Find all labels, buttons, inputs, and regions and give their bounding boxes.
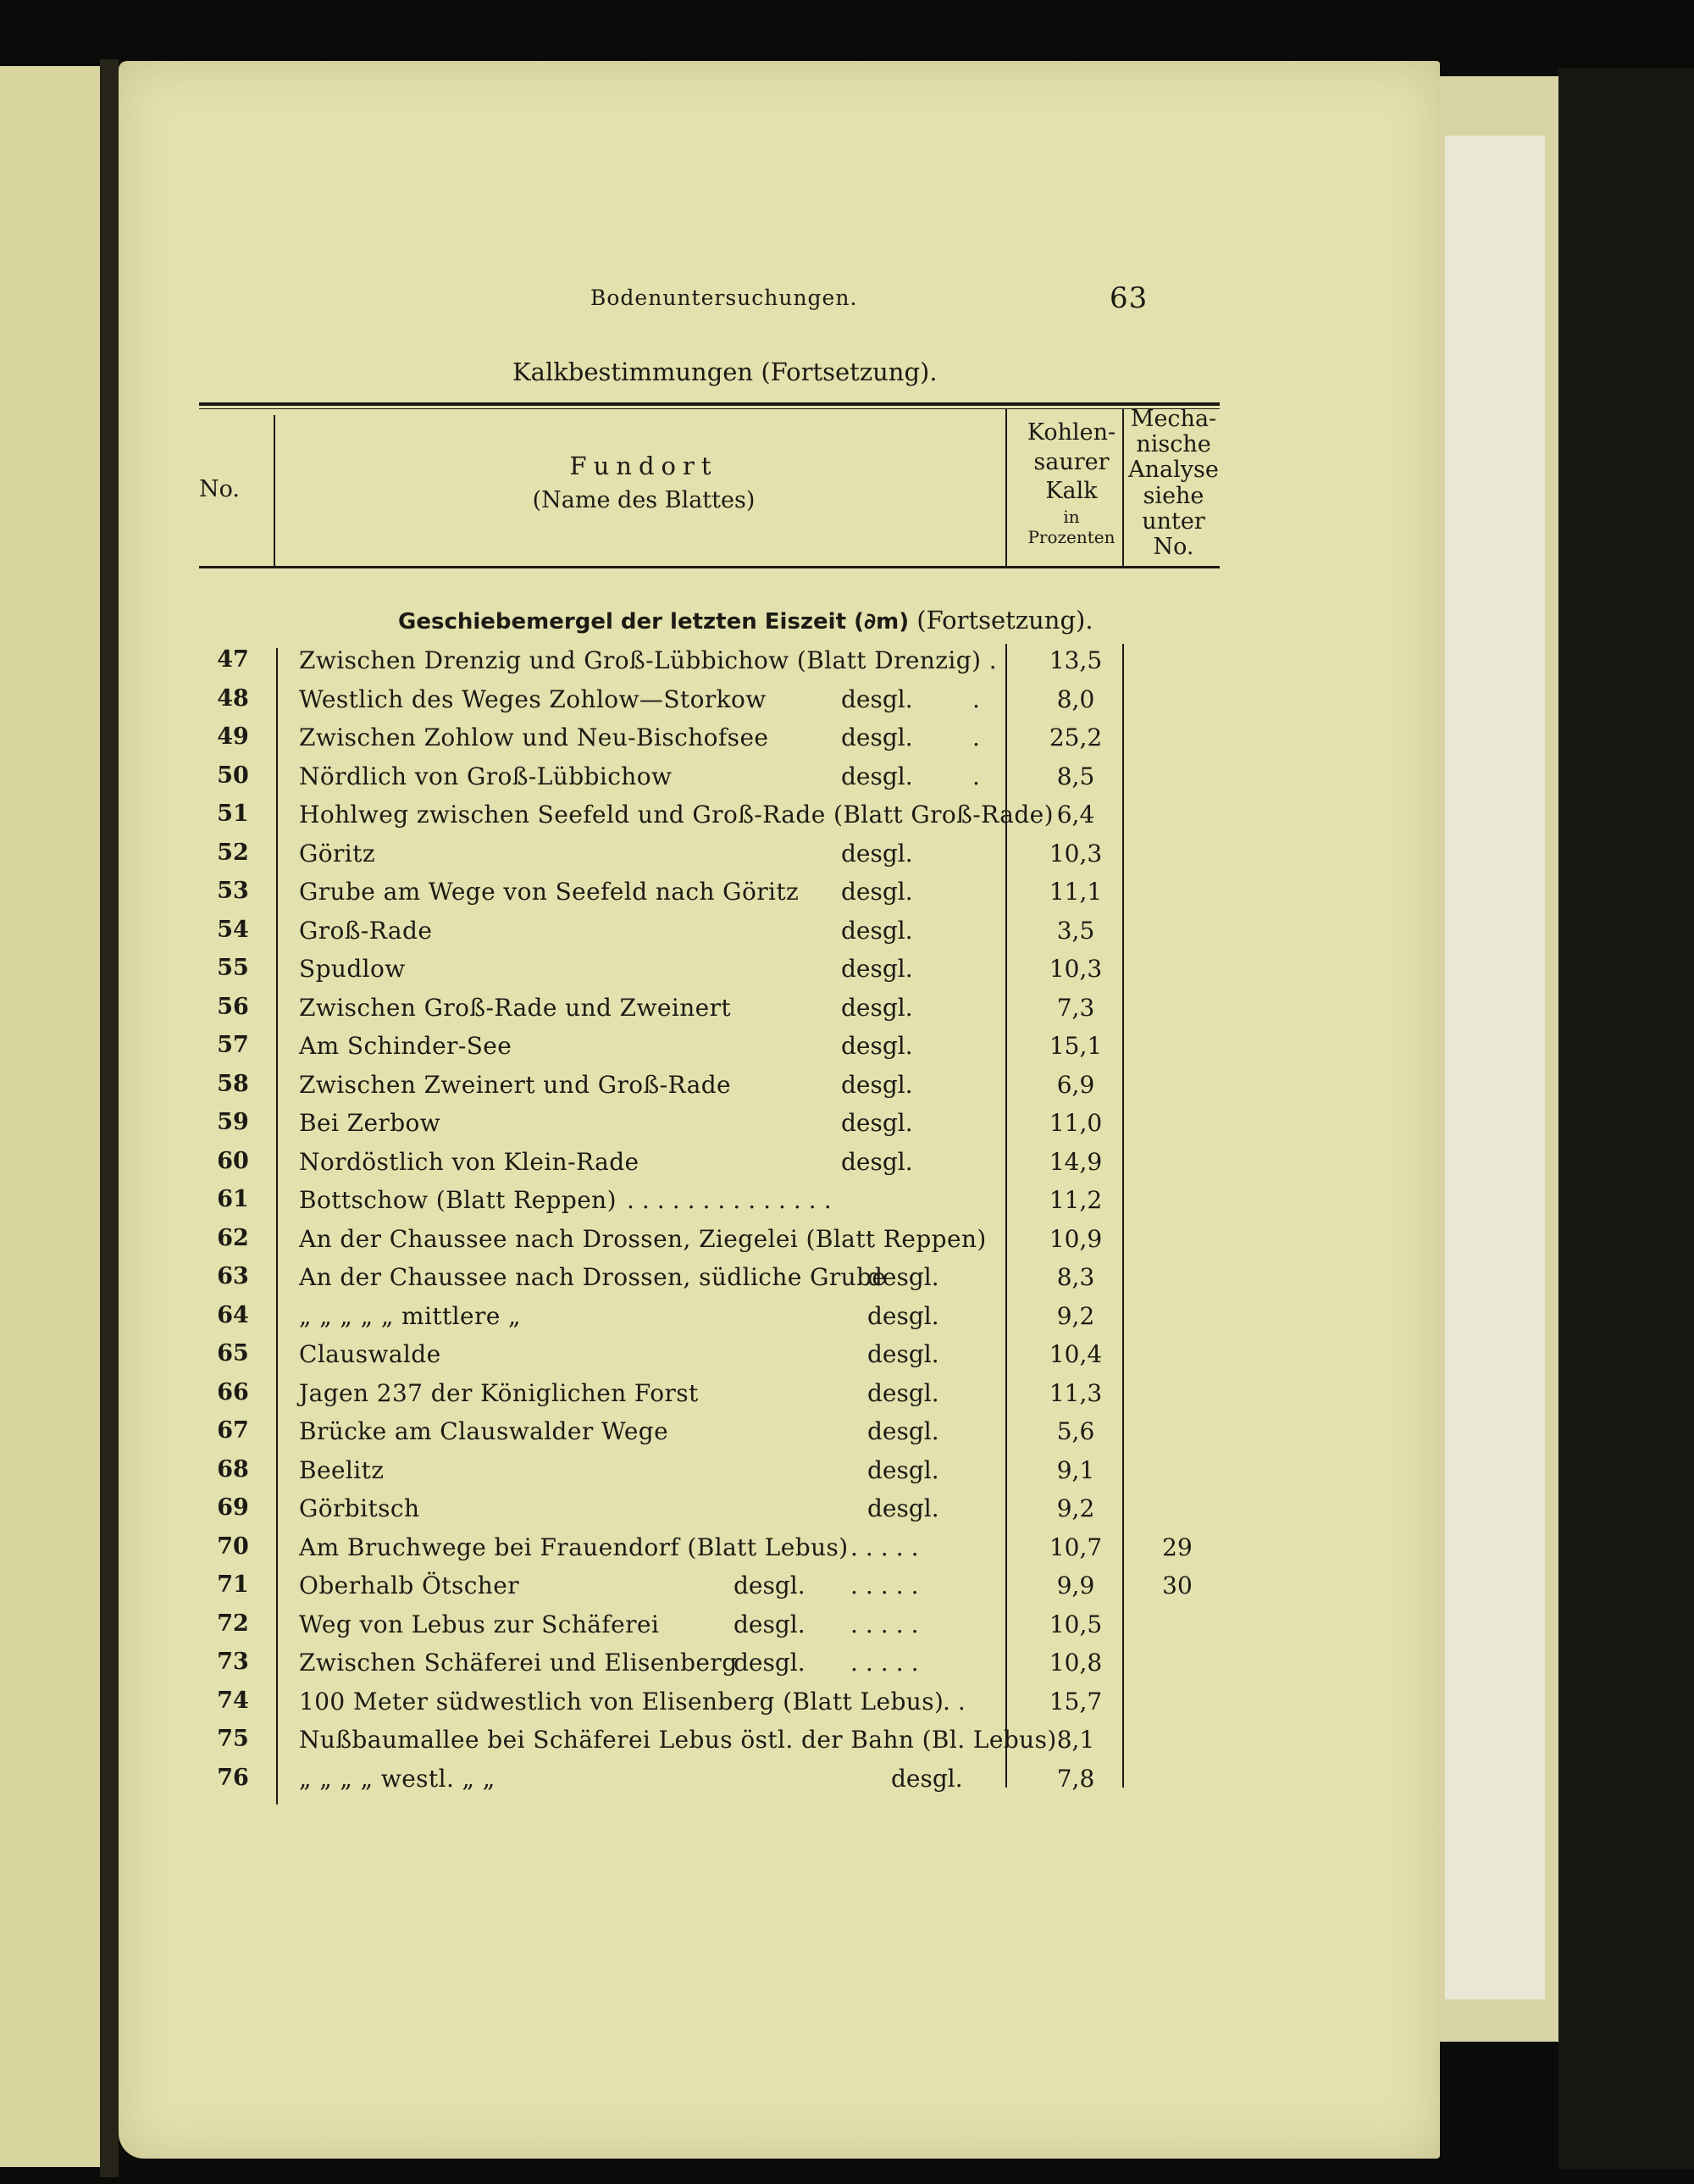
mech-header-line: No.	[1153, 534, 1194, 561]
row-analyse-ref: 29	[1162, 1533, 1193, 1561]
row-number: 50	[217, 762, 249, 789]
table-row	[0, 840, 1694, 878]
column-header-fundort	[474, 452, 813, 513]
row-kalk-percent: 5,6	[1056, 1417, 1095, 1445]
mech-header-line: Analyse	[1128, 457, 1219, 484]
row-kalk-percent: 9,2	[1056, 1301, 1095, 1330]
mech-header-line: unter	[1142, 507, 1205, 535]
kalk-header-line: Kalk	[1045, 478, 1098, 505]
row-fundort: Nußbaumallee bei Schäferei Lebus östl. der Bahn (Bl. Lebus)	[299, 1726, 1057, 1754]
row-fundort: „ „ „ „ „ mittlere „	[299, 1301, 521, 1330]
row-kalk-percent: 11,3	[1049, 1378, 1103, 1407]
row-fundort: Spudlow	[299, 955, 406, 983]
row-leader-dots: .....	[850, 1610, 927, 1638]
table-row	[0, 1649, 1694, 1687]
kalk-header-unit: Prozenten	[1027, 526, 1115, 547]
row-kalk-percent: 9,9	[1056, 1571, 1095, 1599]
row-kalk-percent: 9,1	[1056, 1455, 1095, 1484]
table-row	[0, 685, 1694, 723]
row-sheet: desgl.	[734, 1649, 805, 1677]
row-kalk-percent: 7,3	[1056, 993, 1095, 1022]
row-number: 74	[217, 1687, 249, 1714]
header-bottom-rule	[199, 566, 1220, 568]
row-number: 59	[217, 1109, 249, 1135]
table-row	[0, 1186, 1694, 1224]
row-number: 72	[217, 1610, 249, 1637]
row-fundort: Weg von Lebus zur Schäferei	[299, 1610, 660, 1638]
header-divider-no	[274, 415, 275, 566]
row-sheet: desgl.	[734, 1571, 805, 1599]
row-kalk-percent: 10,7	[1049, 1533, 1103, 1561]
table-row	[0, 1610, 1694, 1649]
row-sheet: desgl.	[841, 916, 913, 945]
row-fundort: Bei Zerbow	[299, 1109, 441, 1137]
table-row	[0, 646, 1694, 685]
row-number: 75	[217, 1726, 249, 1752]
row-leader-dots: ..............	[627, 1186, 839, 1214]
column-header-no: No.	[199, 476, 240, 502]
row-number: 49	[217, 723, 249, 750]
table-row	[0, 1379, 1694, 1417]
header-top-rule	[199, 402, 1220, 406]
row-fundort: Am Schinder-See	[299, 1032, 512, 1060]
row-number: 47	[217, 646, 249, 673]
row-number: 52	[217, 839, 249, 866]
row-sheet: desgl.	[867, 1455, 939, 1484]
row-number: 63	[217, 1263, 249, 1289]
row-number: 58	[217, 1070, 249, 1097]
table-row	[0, 1302, 1694, 1340]
row-fundort: Göritz	[299, 839, 375, 868]
table-row	[0, 955, 1694, 993]
row-fundort: Oberhalb Ötscher	[299, 1571, 519, 1599]
row-sheet: desgl.	[841, 878, 913, 906]
section-heading-suffix: (Fortsetzung).	[916, 606, 1093, 635]
row-fundort: Nordöstlich von Klein-Rade	[299, 1147, 639, 1176]
row-kalk-percent: 10,5	[1049, 1610, 1103, 1638]
row-kalk-percent: 3,5	[1056, 916, 1095, 945]
row-sheet: desgl.	[867, 1378, 939, 1407]
row-sheet: desgl.	[841, 839, 913, 868]
row-kalk-percent: 11,2	[1049, 1186, 1103, 1214]
row-kalk-percent: 10,4	[1049, 1340, 1103, 1368]
row-kalk-percent: 10,3	[1049, 839, 1103, 868]
row-fundort: Beelitz	[299, 1455, 385, 1484]
table-row	[0, 1533, 1694, 1571]
row-kalk-percent: 14,9	[1049, 1147, 1103, 1176]
row-kalk-percent: 10,3	[1049, 955, 1103, 983]
table-row	[0, 917, 1694, 955]
row-sheet: desgl.	[841, 1147, 913, 1176]
row-sheet: desgl.	[841, 723, 913, 751]
row-sheet: desgl.	[734, 1610, 805, 1638]
row-sheet: desgl.	[867, 1263, 939, 1291]
row-number: 69	[217, 1494, 249, 1521]
row-kalk-percent: 6,9	[1056, 1070, 1095, 1099]
row-fundort: Nördlich von Groß-Lübbichow	[299, 762, 673, 790]
row-number: 62	[217, 1224, 249, 1251]
row-kalk-percent: 11,0	[1049, 1109, 1103, 1137]
row-sheet: desgl.	[867, 1340, 939, 1368]
row-leader-dots: ..	[943, 1687, 973, 1716]
row-number: 53	[217, 878, 249, 904]
row-fundort: Zwischen Schäferei und Elisenberg	[299, 1649, 738, 1677]
row-leader-dots: .....	[850, 1649, 927, 1677]
row-fundort: An der Chaussee nach Drossen, Ziegelei (Blatt Reppen)	[299, 1224, 987, 1253]
row-number: 64	[217, 1301, 249, 1328]
row-number: 76	[217, 1764, 249, 1791]
table-row	[0, 1148, 1694, 1186]
row-sheet: desgl.	[841, 685, 913, 713]
table-row	[0, 1688, 1694, 1726]
row-kalk-percent: 6,4	[1056, 801, 1095, 829]
table-row	[0, 1032, 1694, 1070]
row-kalk-percent: 13,5	[1049, 646, 1103, 674]
mech-header-line: Mecha-	[1130, 406, 1217, 432]
row-sheet: desgl.	[841, 955, 913, 983]
row-number: 61	[217, 1186, 249, 1212]
row-number: 55	[217, 955, 249, 981]
row-number: 67	[217, 1417, 249, 1444]
row-fundort: Zwischen Zweinert und Groß-Rade	[299, 1070, 732, 1099]
row-number: 68	[217, 1455, 249, 1483]
row-kalk-percent: 9,2	[1056, 1494, 1095, 1522]
row-number: 70	[217, 1533, 249, 1560]
header-divider-fundort	[1005, 409, 1007, 566]
column-header-kalk	[1008, 419, 1135, 547]
row-kalk-percent: 11,1	[1049, 878, 1103, 906]
row-kalk-percent: 7,8	[1056, 1764, 1095, 1793]
kalk-header-line: Kohlen-	[1027, 419, 1116, 446]
table-row	[0, 1456, 1694, 1494]
row-leader-dots: .	[972, 762, 988, 790]
row-sheet: desgl.	[841, 762, 913, 790]
running-head-title: Bodenuntersuchungen.	[590, 285, 858, 310]
table-row	[0, 994, 1694, 1032]
table-row	[0, 1225, 1694, 1263]
row-leader-dots: .	[972, 723, 988, 751]
row-fundort: Zwischen Drenzig und Groß-Lübbichow (Blatt Drenzig) .	[299, 646, 998, 674]
row-kalk-percent: 8,3	[1056, 1263, 1095, 1291]
row-number: 71	[217, 1571, 249, 1598]
row-number: 54	[217, 916, 249, 943]
section-heading	[398, 606, 1093, 635]
table-row	[0, 723, 1694, 762]
row-fundort: Hohlweg zwischen Seefeld und Groß-Rade (Blatt Groß-Rade)	[299, 801, 1054, 829]
row-number: 56	[217, 993, 249, 1020]
section-heading-bold: Geschiebemergel der letzten Eiszeit (∂m)	[398, 609, 910, 635]
row-fundort: Görbitsch	[299, 1494, 420, 1522]
table-row	[0, 1494, 1694, 1533]
row-sheet: desgl.	[841, 993, 913, 1022]
row-kalk-percent: 8,5	[1056, 762, 1095, 790]
row-fundort: Westlich des Weges Zohlow—Storkow	[299, 685, 767, 713]
table-row	[0, 878, 1694, 916]
row-number: 73	[217, 1649, 249, 1675]
row-fundort: Grube am Wege von Seefeld nach Göritz	[299, 878, 800, 906]
row-kalk-percent: 8,1	[1056, 1726, 1095, 1754]
row-number: 60	[217, 1147, 249, 1174]
row-leader-dots: .	[972, 685, 988, 713]
row-number: 57	[217, 1032, 249, 1058]
table-row	[0, 1726, 1694, 1764]
row-fundort: Clauswalde	[299, 1340, 441, 1368]
table-row	[0, 1765, 1694, 1803]
kalk-header-line: saurer	[1033, 448, 1110, 475]
table-row	[0, 1571, 1694, 1610]
row-kalk-percent: 15,1	[1049, 1032, 1103, 1060]
row-kalk-percent: 15,7	[1049, 1687, 1103, 1716]
row-sheet: desgl.	[891, 1764, 963, 1793]
row-fundort: Brücke am Clauswalder Wege	[299, 1417, 669, 1445]
table-row	[0, 1417, 1694, 1455]
column-header-fundort-subtitle: (Name des Blattes)	[532, 487, 756, 514]
table-row	[0, 1071, 1694, 1109]
row-kalk-percent: 10,9	[1049, 1224, 1103, 1253]
kalk-header-unit: in	[1063, 506, 1080, 527]
row-kalk-percent: 25,2	[1049, 723, 1103, 751]
table-row	[0, 801, 1694, 839]
row-kalk-percent: 10,8	[1049, 1649, 1103, 1677]
row-sheet: desgl.	[841, 1070, 913, 1099]
row-fundort: Groß-Rade	[299, 916, 433, 945]
row-leader-dots: .....	[850, 1571, 927, 1599]
row-fundort: Bottschow (Blatt Reppen)	[299, 1186, 617, 1214]
row-fundort: Zwischen Zohlow und Neu-Bischofsee	[299, 723, 769, 751]
row-fundort: 100 Meter südwestlich von Elisenberg (Blatt Lebus)	[299, 1687, 944, 1716]
table-title: Kalkbestimmungen (Fortsetzung).	[512, 358, 938, 386]
row-analyse-ref: 30	[1162, 1571, 1193, 1599]
column-header-mechanische-analyse	[1125, 407, 1222, 560]
row-sheet: desgl.	[867, 1301, 939, 1330]
table-row	[0, 1263, 1694, 1301]
table-row	[0, 1109, 1694, 1147]
row-number: 48	[217, 685, 249, 712]
row-sheet: desgl.	[841, 1109, 913, 1137]
row-fundort: An der Chaussee nach Drossen, südliche Grube	[299, 1263, 887, 1291]
row-number: 51	[217, 801, 249, 827]
row-sheet: desgl.	[841, 1032, 913, 1060]
row-sheet: desgl.	[867, 1494, 939, 1522]
row-leader-dots: .....	[850, 1533, 927, 1561]
table-row	[0, 1340, 1694, 1378]
row-kalk-percent: 8,0	[1056, 685, 1095, 713]
row-number: 66	[217, 1378, 249, 1405]
row-fundort: Zwischen Groß-Rade und Zweinert	[299, 993, 732, 1022]
row-number: 65	[217, 1340, 249, 1366]
page-number: 63	[1110, 281, 1149, 315]
mech-header-line: nische	[1136, 431, 1211, 458]
row-fundort: Jagen 237 der Königlichen Forst	[299, 1378, 699, 1407]
header-top-rule-thin	[199, 408, 1220, 409]
row-sheet: desgl.	[867, 1417, 939, 1445]
mech-header-line: siehe	[1143, 482, 1204, 509]
table-row	[0, 762, 1694, 801]
column-header-fundort-title: Fundort	[569, 452, 718, 480]
row-fundort: Am Bruchwege bei Frauendorf (Blatt Lebus)	[299, 1533, 849, 1561]
row-fundort: „ „ „ „ westl. „ „	[299, 1764, 495, 1793]
